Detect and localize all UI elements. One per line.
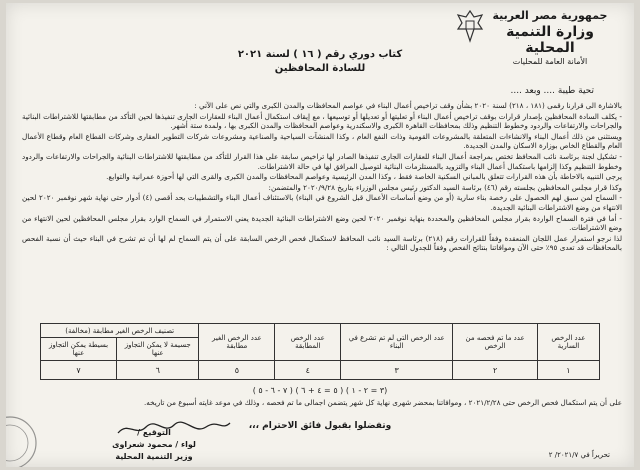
handwritten-signature bbox=[114, 419, 234, 439]
body-paragraph: - يكلف السادة المحافظين بإصدار قرارات بوقف تراخيص أعمال البناء أو تعليتها أو تعديلها أو توسيعها ، مع إيقاف استكمال أعمال البناء للعقارات الجارى تنفيذها لحين التأكد من مطابقتها للاشتراطات البنائية والجراحات والارتفاعات والردود وخطوط التنظيم وذلك بمحافظات القاهرة الكبرى والاسكندرية وعواصم المحافظات والمدن الكبرى بها ، ولمدة ستة أشهر. bbox=[22, 111, 622, 131]
table-group-header: تصنيف الرخص الغير مطابقة (مخالفة) bbox=[41, 324, 199, 338]
licenses-table bbox=[40, 323, 600, 380]
table-cell: ٦ bbox=[117, 361, 199, 380]
table-cell: ١ bbox=[537, 361, 599, 380]
document-recipients: للسادة المحافظين bbox=[274, 63, 366, 74]
table-cell: ٥ bbox=[199, 361, 275, 380]
ministry-name: وزارة التنمية المحلية bbox=[506, 24, 594, 56]
table-cell: ٤ bbox=[275, 361, 341, 380]
body-paragraph: بالاشارة الى قرارنا رقمى (١٨١ ، ٢١٨) لسنة ٢٠٢٠ بشأن وقف تراخيص أعمال البناء في عواصم المحافظات والمدن الكبرى والتي نص على الآتي : bbox=[194, 101, 622, 110]
document-title: كتاب دوري رقم ( ١٦ ) لسنة ٢٠٢١ bbox=[237, 49, 403, 60]
signature-label: التوقيع / bbox=[137, 428, 171, 437]
body-paragraph: - تشكيل لجنة برئاسة نائب المحافظ تختص بمراجعة أعمال البناء للعقارات الجارى تنفيذها الصادر لها تراخيص سابقة على هذا القرار للتأكد من مطابقتها للاشتراطات البنائية والجراحات والارتفاعات والردود وخطوط التنظيم وكذا إلزامها باستكمال أعمال البناء والتزويد بالمستلزمات البنائية لتوصيل المرافق لها في حالة الاشتراطات. bbox=[22, 151, 622, 171]
body-paragraph: ويستثنى من ذلك أعمال البناء والانشاءات المتعلقة بالمشروعات القومية وذات النفع العام ، وكذا المنشآت السياحية والصناعية ومشروعات شركات التطوير العقارى وشركات القطاع العام وقطاع الأعمال العام والقطاع الخاص بوزارة الاسكان والمدن الجديدة. bbox=[22, 131, 622, 151]
department-name: الأمانة العامة للمحليات bbox=[512, 57, 588, 66]
body-paragraph: وكذا قرار مجلس المحافظين بجلسته رقم (٤٦) برئاسة السيد الدكتور رئيس مجلس الوزراء بتاريخ ٢٠٢٠/٩/٢٨ والمتضمن: bbox=[268, 182, 622, 192]
signatory-name: لواء / محمود شعراوى bbox=[112, 440, 196, 449]
table-header: عدد الرخص الغير مطابقة bbox=[199, 324, 275, 361]
body-paragraph: - أما في فترة السماح الواردة بقرار مجلس المحافظين والمحددة بنهاية نوفمبر ٢٠٢٠ لحين وضع الاشتراطات البنائية الجديدة يعني الاستمرار في السماح الوارد بقرار مجلس المحافظين لحين الانتهاء من وضع الاشتراطات. bbox=[22, 213, 622, 233]
table-cell: ٣ bbox=[341, 361, 453, 380]
country-name: جمهورية مصر العربية bbox=[492, 9, 608, 22]
table-header: جسيمة لا يمكن التجاوز عنها bbox=[117, 338, 199, 361]
issue-date: تحريراً في ٢٠٢١/٧/ ٢ bbox=[548, 451, 610, 459]
table-cell: ٢ bbox=[453, 361, 538, 380]
body-paragraph: لذا نرجو استمرار عمل اللجان المنعقدة وفقاً للقرارات رقم (٢١٨) برئاسة السيد نائب المحافظ لاستكمال فحص الرخص السابقة على أن يتم السماح لم لها أن تم تشرح في البناء حيث أن نسبة الفحص بالمحافظات قد تعدى ٩٥٪ حتى الآن وموافاتنا بنتائج الفحص وفقاً للجدول التالي : bbox=[22, 233, 623, 253]
official-stamp-icon bbox=[6, 413, 40, 467]
eagle-emblem-icon bbox=[456, 9, 484, 43]
body-paragraph: - السماح لمن سبق لهم الحصول على رخصة بناء سارية (أو من وضع أساسات الأعمال قبل الشروع في البناء) بالاستئناف أعمال البناء والتشطيبات بحد أقصى (٤) أدوار حتى نهاية شهر نوفمبر ٢٠٢٠ لحين الانتهاء من وضع الاشتراطات البنائية الجديدة. bbox=[22, 193, 622, 212]
table-header: عدد ما تم فحصه من الرخص bbox=[453, 324, 538, 361]
table-header: عدد الرخص السارية bbox=[537, 324, 599, 361]
closing-line: وتفضلوا بقبول فائق الاحترام ،،، bbox=[248, 421, 392, 431]
table-header: بسيطة يمكن التجاوز عنها bbox=[41, 338, 117, 361]
table-cell: ٧ bbox=[41, 361, 117, 380]
column-formula: (٣ = ٢ - ١ ) ( ٥ = ٤ + ٦ ) ( ٧ - ٦ - ٥ ) bbox=[252, 386, 388, 395]
signature-block bbox=[54, 427, 254, 463]
table-header: عدد الرخص التى لم تم تشرع في البناء bbox=[341, 324, 453, 361]
instructions-paragraph: على أن يتم استكمال فحص الرخص حتى ٢٠٢١/٢/٢٨ ، وموافاتنا بمحضر شهرى نهاية كل شهر يتضمن اجمالى ما تم فحصه ، وذلك في موعد غايته أسبوع من تاريخه. bbox=[143, 398, 622, 407]
signatory-role: وزير التنمية المحلية bbox=[115, 452, 193, 461]
table-header: عدد الرخص المطابقة bbox=[275, 324, 341, 361]
letter-body bbox=[22, 101, 622, 254]
body-paragraph: يرجى التنبيه بالاحاطة بأن هذه القرارات تتعلق بالمباني السكنية الخاصة فقط ، وكذا المدن الرئيسية وعواصم المحافظات والمدن الكبرى والقرى التي لها أحوزة عمرانية والتوابع. bbox=[106, 172, 622, 182]
table-row bbox=[41, 361, 600, 380]
document-page bbox=[6, 3, 634, 467]
greeting: تحية طيبة .... وبعد .... bbox=[510, 86, 594, 96]
